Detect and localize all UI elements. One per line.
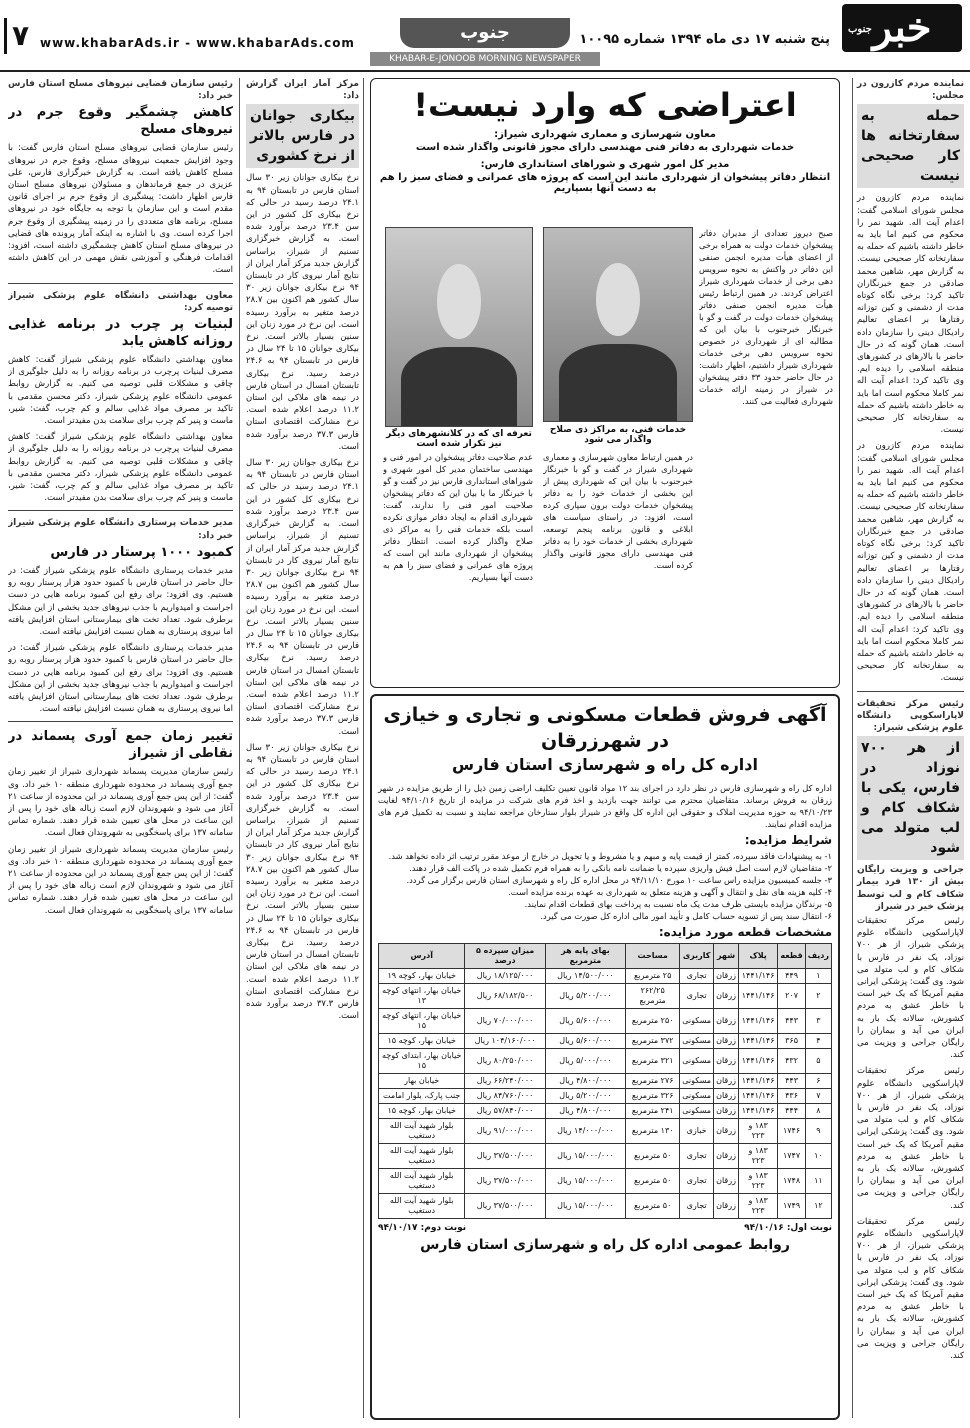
table-row (379, 984, 832, 1009)
article-headline-2: از هر ۷۰۰ نوزاد در فارس، یکی با شکاف کام و لب متولد می شود (857, 736, 964, 860)
table-cell: ۱۴۴۱/۱۴۶ (738, 984, 777, 1009)
table-row (379, 1034, 832, 1049)
article-headline: بیکاری جوانان در فارس بالاتر از نرخ کشوری (246, 104, 359, 168)
article-body: نماینده مردم کازرون در مجلس شورای اسلامی گفت: اعدام آیت اله. شهید نمر را محکوم می کنیم اما باید به خاطر داشته باشیم که حمله به سفارتخانه کار صحیحی نیست. به گزارش مهر، شاهین محمد صادقی در جمع خبرنگاران تاکید کرد: برخی نگاه کوتاه مدت از دشمنی و کین توزانه رفتارها بر اعضای تعالیم رادیکال دینی را سازمان داده است. همان گونه که در حال حاضر با بالارهای در کشورهای منطقه اسلامی را دیده ایم. وی تاکید کرد: اعدام آیت اله نمر کاملا محکوم است اما باید به خاطر داشته باشیم که حمله به سفارتخانه کار صحیحی نیست. (857, 193, 964, 436)
table-cell: ۴/۸۰۰/۰۰۰ ریال (545, 1074, 625, 1089)
article-body-4: رئیس سازمان مدیریت پسماند شهرداری شیراز از تغییر زمان جمع آوری پسماند در محدوده شهرداری منطقه ۱۰ خبر داد. وی گفت: از این پس جمع آوری پسماند در این محدوده از ساعت ۲۱ آغاز می شود و شهروندان لازم است زباله های خود را پس از این ساعت در محل های تعیین شده قرار دهند. شماره تماس سامانه ۱۳۷ برای پاسخگویی به شهروندان فعال است. (8, 767, 233, 839)
article-headline-2: لبنیات پر چرب در برنامه غذایی روزانه کاهش یابد (8, 317, 233, 350)
table-cell: ۱۸۳ و ۲۲۳ (738, 1144, 777, 1169)
table-cell: ۱۴۴۱/۱۴۶ (738, 1049, 777, 1074)
table-cell: خیابان بهار، انتهای کوچه ۱۵ (379, 1009, 465, 1034)
page-number: ۷ (4, 18, 34, 54)
english-name: KHABAR-E-JONOOB MORNING NEWSPAPER (370, 52, 600, 66)
article-body-2-cont: رئیس مرکز تحقیقات لاپاراسکوپی دانشگاه علوم پزشکی شیراز، از هر ۷۰۰ نوزاد، یک نفر در فارس با شکاف کام و لب متولد می شود. وی گفت: پزشکی ایرانی مقیم آمریکا که یک خیر است با خاطر عشق به مردم کشورش، سالانه یک بار به ایران می آید و بیماران را رایگان جراحی و ویزیت می کند. (857, 1066, 964, 1211)
table-cell: ۲۶۲/۲۵ مترمربع (626, 984, 680, 1009)
article-kicker-1: رئیس سازمان قضایی نیروهای مسلح استان فارس خبر داد: (8, 79, 233, 102)
table-cell: ۱۵/۰۰۰/۰۰۰ ریال (545, 1169, 625, 1194)
table-cell: ۴۳۲ (778, 1049, 805, 1074)
table-cell: خیابان بهار، انتهای کوچه ۱۳ (379, 984, 465, 1009)
table-cell: زرقان (714, 1009, 739, 1034)
table-cell: خیابان بهار (379, 1074, 465, 1089)
article-body-cont2: نرخ بیکاری جوانان زیر ۳۰ سال استان فارس در تابستان ۹۴ به ۲۴.۱ درصد رسید در حالی که نرخ بیکاری کل کشور در این سن ۲۳.۴ درصد برآورد شده است. به گزارش خبرگزاری تسنیم از شیراز، براساس گزارش جدید مرکز آمار ایران از نتایج آمار نیروی کار در تابستان ۹۴ نرخ بیکاری جوانان زیر ۳۰ سال کشور هم اکنون بین ۲۸.۷ درصد متغیر به برآورد رسیده است. این نرخ در مورد زنان این سنین بسیار بالاتر است. نرخ بیکاری جوانان ۱۵ تا ۲۴ سال در فارس در تابستان ۹۴ به ۲۴.۶ درصد رسید. نرخ بیکاری تابستان امسال در استان فارس در نیمه های ملاکی این استان ۱۱.۲ درصد اعلام شده است. نرخ مشارکت اقتصادی استان فارس ۳۷.۳ درصد برآورد شده است. (246, 742, 360, 1022)
table-row (379, 1144, 832, 1169)
table-cell: ۵/۰۰۰/۰۰۰ ریال (545, 1049, 625, 1074)
ad-condition: ۳- جلسه کمیسیون مزایده راس ساعت ۱۰ مورخ ۹۴/۱۱/۱۰ در محل اداره کل راه و شهرسازی استان فارس برگزار می گردد. (406, 875, 832, 885)
main-title: اعتراضی که وارد نیست! (413, 86, 797, 124)
table-cell: زرقان (714, 984, 739, 1009)
table-cell: ۸ (805, 1104, 831, 1119)
article-body: نرخ بیکاری جوانان زیر ۳۰ سال استان فارس در تابستان ۹۴ به ۲۴.۱ درصد رسید در حالی که نرخ بیکاری کل کشور در این سن ۲۳.۴ درصد برآورد شده است. به گزارش خبرگزاری تسنیم از شیراز، براساس گزارش جدید مرکز آمار ایران از نتایج آمار نیروی کار در تابستان ۹۴ نرخ بیکاری جوانان زیر ۳۰ سال کشور هم اکنون بین ۲۸.۷ درصد متغیر به برآورد رسیده است. این نرخ در مورد زنان این سنین بسیار بالاتر است. نرخ بیکاری جوانان ۱۵ تا ۲۴ سال در فارس در تابستان ۹۴ به ۲۴.۶ درصد رسید. نرخ بیکاری تابستان امسال در استان فارس در نیمه های ملاکی این استان ۱۱.۲ درصد اعلام شده است. نرخ مشارکت اقتصادی استان فارس ۳۷.۳ درصد برآورد شده است. (246, 173, 360, 452)
table-row (379, 1119, 832, 1144)
table-cell: ۳۷۲ مترمربع (626, 1034, 680, 1049)
table-cell: ۱۷۴۶ (778, 1119, 805, 1144)
table-cell: ۶۸/۱۸۲/۵۰۰ ریال (465, 984, 545, 1009)
table-cell: ۳۲۱ مترمربع (626, 1049, 680, 1074)
article-body-2: رئیس مرکز تحقیقات لاپاراسکوپی دانشگاه علوم پزشکی شیراز، از هر ۷۰۰ نوزاد، یک نفر در فارس با شکاف کام و لب متولد می شود. وی گفت: پزشکی ایرانی مقیم آمریکا که یک خیر است با خاطر عشق به مردم کشورش، سالانه یک بار به ایران می آید و بیماران را رایگان جراحی و ویزیت می کند. (857, 915, 964, 1061)
article-headline-3: کمبود ۱۰۰۰ پرستار در فارس (50, 544, 233, 560)
table-cell: ۱۷۴۷ (778, 1144, 805, 1169)
table-cell: مسکونی (680, 1049, 714, 1074)
table-cell: ۹۱/۰۰۰/۰۰۰ ریال (465, 1119, 545, 1144)
table-cell: ۱۳۰ مترمربع (626, 1119, 680, 1144)
table-cell: زرقان (714, 1169, 739, 1194)
second-publication: نوبت دوم: ۹۴/۱۰/۱۷ (378, 1223, 467, 1233)
table-cell: ۳ (805, 1009, 831, 1034)
table-cell: ۳۷/۵۰۰/۰۰۰ ریال (465, 1144, 545, 1169)
ad-conditions-heading: شرایط مزایده: (744, 833, 832, 847)
table-cell: ۱۰ (805, 1144, 831, 1169)
table-row (379, 1049, 832, 1074)
article-kicker-2: رئیس مرکز تحقیقات لاپاراسکوپی دانشگاه علوم پزشکی شیراز: (857, 698, 964, 733)
right-column (852, 78, 964, 1418)
table-cell: ۱۴۴۱/۱۴۶ (738, 1009, 777, 1034)
table-row (379, 1169, 832, 1194)
table-cell: ۴ (805, 1034, 831, 1049)
table-cell: زرقان (714, 1119, 739, 1144)
table-cell: ۸۴/۷۶۰/۰۰۰ ریال (465, 1089, 545, 1104)
ad-conditions (378, 850, 832, 922)
article-body-1: رئیس سازمان قضایی نیروهای مسلح استان فارس گفت: با وجود افزایش جمعیت نیروهای مسلح، وقوع جرم در نیروهای مسلح کاهش یافته است. به گزارش خبرگزاری فارس، علی عزیزی در جمع فرماندهان و مسئولان نیروهای مسلح استان فارس اظهار داشت: پیشگیری از وقوع جرم بر اجرای قانون مقدم است و این سازمان با توجه به جایگاه خود در نیروهای مسلح، برنامه های متعددی را در زمینه پیشگیری از وقوع جرم اجرا کرده است. وی با اشاره به اینکه آمار پرونده های قضایی در نیروهای مسلح استان کاهش چشمگیری داشته است، افزود: اقدامات فرهنگی و آموزشی نقش مهمی در این کاهش داشته است. (8, 143, 233, 276)
main-sub-2: خدمات شهرداری به دفاتر فنی مهندسی دارای مجوز قانونی واگذار شده است (415, 142, 795, 153)
table-header-cell: آدرس (379, 944, 465, 969)
article-body-2-cont: معاون بهداشتی دانشگاه علوم پزشکی شیراز گفت: کاهش مصرف لبنیات پرچرب در برنامه روزانه را به دلیل جلوگیری از چاقی و مشکلات قلبی توصیه می کنیم. به گزارش روابط عمومی دانشگاه علوم پزشکی شیراز، دکتر محسن مقدمی با تاکید بر مصرف مواد غذایی سالم و کم چرب، گفت: شیر، ماست و پنیر کم چرب برای سلامت بدن مفیدتر است. (8, 432, 233, 504)
table-row (379, 969, 832, 984)
section-tab: جنوب (400, 18, 570, 48)
first-publication: نوبت اول: ۹۴/۱۰/۱۶ (744, 1223, 832, 1233)
newspaper-logo: خبر جنوب (842, 4, 962, 66)
table-cell: ۱۸۳ و ۲۲۳ (738, 1194, 777, 1219)
table-cell: ۵/۶۰۰/۰۰۰ ریال (545, 1034, 625, 1049)
left-inner-column (246, 78, 364, 1418)
main-sub-4: انتظار دفاتر پیشخوان از شهرداری مانند این است که پروژه های عمرانی و فضای سبز را هم به دست آنها بسپاریم (379, 172, 831, 194)
table-cell: ۱۴۴۱/۱۴۶ (738, 969, 777, 984)
portrait-photo-2 (385, 227, 533, 427)
table-cell: خیابان بهار، کوچه ۱۵ (379, 1104, 465, 1119)
table-header-cell: میزان سپرده ۵ درصد (465, 944, 545, 969)
table-cell: بلوار شهید آیت الله دستغیب (379, 1144, 465, 1169)
table-cell: بلوار شهید آیت الله دستغیب (379, 1119, 465, 1144)
ad-condition: ۶- انتقال سند پس از تسویه حساب کامل و تأیید امور مالی اداره کل صورت می گیرد. (540, 911, 832, 921)
table-cell: ۵/۶۰۰/۰۰۰ ریال (545, 1009, 625, 1034)
ad-table-heading: مشخصات قطعه مورد مزایده: (658, 925, 832, 939)
table-header-cell: مساحت (626, 944, 680, 969)
ad-title: آگهی فروش قطعات مسکونی و تجاری و خیازی در شهرزرقان (383, 704, 827, 752)
table-header-cell: ردیف (805, 944, 831, 969)
article-body-3: مدیر خدمات پرستاری دانشگاه علوم پزشکی شیراز گفت: در حال حاضر در استان فارس با کمبود حدود هزار پرستار روبه رو هستیم. وی افزود: برای رفع این کمبود برنامه هایی در دست اجراست و امیدواریم با جذب نیروهای جدید بخشی از این مشکل برطرف شود. تعداد تخت های بیمارستانی استان افزایش یافته اما نیروی پرستاری به همان نسبت افزایش نیافته است. (8, 565, 233, 637)
table-cell: ۲۰۷ (778, 984, 805, 1009)
article-body-cont: نماینده مردم کازرون در مجلس شورای اسلامی گفت: اعدام آیت اله. شهید نمر را محکوم می کنیم اما باید به خاطر داشته باشیم که حمله به سفارتخانه کار صحیحی نیست. به گزارش مهر، شاهین محمد صادقی در جمع خبرنگاران تاکید کرد: برخی نگاه کوتاه مدت از دشمنی و کین توزانه رفتارها بر اعضای تعالیم رادیکال دینی را سازمان داده است. همان گونه که در حال حاضر با بالارهای در کشورهای منطقه اسلامی را دیده ایم. وی تاکید کرد: اعدام آیت اله نمر کاملا محکوم است اما باید به خاطر داشته باشیم که حمله به سفارتخانه کار صحیحی نیست. (857, 441, 964, 684)
table-cell: تجاری (680, 969, 714, 984)
table-cell: ۵/۲۰۰/۰۰۰ ریال (545, 984, 625, 1009)
issue-info: پنج شنبه ۱۷ دی ماه ۱۳۹۴ شماره ۱۰۰۹۵ (579, 32, 830, 47)
article-headline: حمله به سفارتخانه ها کار صحیحی نیست (857, 104, 964, 188)
table-cell: ۱۲ (805, 1194, 831, 1219)
ad-publication-dates (378, 1223, 832, 1233)
table-cell: ۱۷۴۸ (778, 1169, 805, 1194)
main-text-col-2: در همین ارتباط معاون شهرسازی و معماری شهرداری شیراز در گفت و گو با خبرنگار خبرجنوب با بیان این که شهرداری پیش از این بخشی از خدمات خود را به دفاتر پیشخوان خدمات دولت برون سپاری کرده است، افزود: در راستای سیاست های ابلاغی و قانون برنامه پنجم توسعه، شهرداری بخشی از خدمات خود را به دفاتر فنی مهندسی دارای مجوز قانونی واگذار کرده است. (543, 452, 693, 570)
table-cell: تجاری (680, 1194, 714, 1219)
photo-caption-1: خدمات فنی، به مراکز ذی صلاح واگذار می شود (549, 425, 687, 445)
table-cell: ۲۵ مترمربع (626, 969, 680, 984)
ad-condition: ۲- متقاضیان لازم است اصل فیش واریزی سپرده یا ضمانت نامه بانکی را به همراه فرم تکمیل شده در پاکت الف قرار دهند. (409, 863, 832, 873)
table-row (379, 1009, 832, 1034)
article-body-4-cont: رئیس سازمان مدیریت پسماند شهرداری شیراز از تغییر زمان جمع آوری پسماند در محدوده شهرداری منطقه ۱۰ خبر داد. وی گفت: از این پس جمع آوری پسماند در این محدوده از ساعت ۲۱ آغاز می شود و شهروندان لازم است زباله های خود را پس از این ساعت در محل های تعیین شده قرار دهند. شماره تماس سامانه ۱۳۷ برای پاسخگویی به شهروندان فعال است. (8, 844, 233, 916)
table-cell: مسکونی (680, 1074, 714, 1089)
ad-signature: روابط عمومی اداره کل راه و شهرسازی استان فارس (420, 1237, 790, 1253)
ad-intro: اداره کل راه و شهرسازی فارس در نظر دارد در اجرای بند ۱۲ مواد قانون تعیین تکلیف اراضی زمین ذیل را از طریق مزایده در شهر زرقان به فروش برساند. متقاضیان محترم می توانند جهت بازدید و اخذ فرم های شرکت در مزایده از تاریخ ۹۴/۱۰/۱۶ لغایت ۹۴/۱۰/۲۳ به حوزه مدیریت املاک و حقوقی این اداره کل واقع در شیراز بلوار ستارخان مراجعه نمایند و نسبت به تکمیل فرم های مزایده اقدام نمایند. (378, 783, 832, 829)
table-cell: ۵/۲۰۰/۰۰۰ ریال (545, 1089, 625, 1104)
table-cell: زرقان (714, 1144, 739, 1169)
table-cell: خیابان بهار، کوچه ۱۹ (379, 969, 465, 984)
table-cell: تجاری (680, 1144, 714, 1169)
table-cell: ۴۴۴ (778, 1104, 805, 1119)
table-row (379, 1089, 832, 1104)
table-cell: ۱۱ (805, 1169, 831, 1194)
article-kicker-2: معاون بهداشتی دانشگاه علوم پزشکی شیراز توصیه کرد: (8, 290, 233, 313)
table-cell: ۱۷۴۹ (778, 1194, 805, 1219)
table-cell: جنب پارک، بلوار امامت (379, 1089, 465, 1104)
table-cell: مسکونی (680, 1034, 714, 1049)
table-cell: ۲ (805, 984, 831, 1009)
table-row (379, 1104, 832, 1119)
table-cell: مسکونی (680, 1009, 714, 1034)
table-cell: زرقان (714, 1089, 739, 1104)
table-cell: زرقان (714, 1049, 739, 1074)
table-cell: ۱۴/۵۰۰/۰۰۰ ریال (545, 969, 625, 984)
plots-table (378, 943, 832, 1219)
article-headline-1: کاهش چشمگیر وقوع جرم در نیروهای مسلح (8, 105, 233, 138)
article-body-3-cont: مدیر خدمات پرستاری دانشگاه علوم پزشکی شیراز گفت: در حال حاضر در استان فارس با کمبود حدود هزار پرستار روبه رو هستیم. وی افزود: برای رفع این کمبود برنامه هایی در دست اجراست و امیدواریم با جذب نیروهای جدید بخشی از این مشکل برطرف شود. تعداد تخت های بیمارستانی استان افزایش یافته اما نیروی پرستاری به همان نسبت افزایش نیافته است. (8, 643, 233, 715)
table-cell: تجاری (680, 984, 714, 1009)
masthead (0, 0, 970, 72)
table-cell: ۴۳۶ (778, 1089, 805, 1104)
table-cell: ۷۰/۰۰۰/۰۰۰ ریال (465, 1009, 545, 1034)
table-cell: ۱۸۳ و ۲۲۳ (738, 1169, 777, 1194)
table-cell: بلوار شهید آیت الله دستغیب (379, 1194, 465, 1219)
table-cell: ۷ (805, 1089, 831, 1104)
table-cell: ۱۴/۰۰۰/۰۰۰ ریال (545, 1119, 625, 1144)
table-header-cell: بهای پایه هر مترمربع (545, 944, 625, 969)
main-text-col-3: عدم صلاحیت دفاتر پیشخوان در امور فنی و مهندسی ساختمان مدیر کل امور شهری و شوراهای استانداری فارس نیز در گفت و گو با خبرنگار ما با بیان این که دفاتر پیشخوان صلاحیت امور فنی را ندارند، گفت: شهرداری اقدام به ایجاد دفاتر موازی نکرده است بلکه خدمات فنی را به مراکز ذی صلاح واگذار کرده است. انتظار دفاتر پیشخوان از شهرداری مانند این است که پروژه های عمرانی و فضای سبز را هم به دست آنها بسپاریم. (383, 452, 533, 582)
article-body-2: معاون بهداشتی دانشگاه علوم پزشکی شیراز گفت: کاهش مصرف لبنیات پرچرب در برنامه روزانه را به دلیل جلوگیری از چاقی و مشکلات قلبی توصیه می کنیم. به گزارش روابط عمومی دانشگاه علوم پزشکی شیراز، دکتر محسن مقدمی با تاکید بر مصرف مواد غذایی سالم و کم چرب، گفت: شیر، ماست و پنیر کم چرب برای سلامت بدن مفیدتر است. (8, 355, 233, 427)
table-header-cell: کاربری (680, 944, 714, 969)
table-cell: تجاری (680, 1169, 714, 1194)
main-text-col-1: صبح دیروز تعدادی از مدیران دفاتر پیشخوان خدمات دولت به همراه برخی از اعضای هیأت مدیره انجمن صنفی این دفاتر در واکنش به نحوه سرویس دهی برخی از خدمات شهرداری شیراز اعتراض کردند. در همین ارتباط رئیس هیأت مدیره انجمن صنفی دفاتر پیشخوان خدمات دولت در گفت و گو با خبرنگار خبرجنوب با بیان این که مطالبه ای از شهرداری در خصوص نحوه سرویس دهی برخی خدمات شهرداری شیراز داشتیم، اظهار داشت: در حال حاضر حدود ۳۳ دفتر پیشخوان در شیراز در زمینه ارائه خدمات شهرداری فعالیت می کنند. (699, 228, 833, 406)
article-headline-4: تغییر زمان جمع آوری پسماند در نقاطی از شیراز (8, 729, 233, 762)
table-cell: ۱۴۴۱/۱۴۶ (738, 1104, 777, 1119)
table-cell: ۳۷/۵۰۰/۰۰۰ ریال (465, 1169, 545, 1194)
table-cell: ۱۵/۰۰۰/۰۰۰ ریال (545, 1194, 625, 1219)
left-column (8, 78, 240, 1418)
table-cell: ۹ (805, 1119, 831, 1144)
photo-caption-2: تعرفه ای که در کلانشهرهای دیگر نیز تکرار شده است (386, 429, 532, 449)
table-cell: ۱۸/۱۲۵/۰۰۰ ریال (465, 969, 545, 984)
table-cell: زرقان (714, 1074, 739, 1089)
table-cell: زرقان (714, 1034, 739, 1049)
table-cell: زرقان (714, 1194, 739, 1219)
table-cell: ۶۶/۲۴۰/۰۰۰ ریال (465, 1074, 545, 1089)
tender-ad (370, 694, 840, 1420)
ad-condition: ۵- برندگان مزایده بایستی ظرف مدت یک ماه نسبت به پرداخت بهای قطعات اقدام نمایند. (524, 899, 832, 909)
table-cell: بلوار شهید آیت الله دستغیب (379, 1169, 465, 1194)
table-row (379, 1074, 832, 1089)
table-cell: ۱۰۴/۱۶۰/۰۰۰ ریال (465, 1034, 545, 1049)
article-kicker: نماینده مردم کازرون در مجلس: (857, 79, 964, 102)
table-cell: ۴/۸۰۰/۰۰۰ ریال (545, 1104, 625, 1119)
table-cell: ۵۷/۸۴۰/۰۰۰ ریال (465, 1104, 545, 1119)
main-sub-1: معاون شهرسازی و معماری شهرداری شیراز: (494, 129, 716, 140)
table-cell: خبازی (680, 1119, 714, 1144)
ad-condition: ۱- به پیشنهادات فاقد سپرده، کمتر از قیمت پایه و مبهم و یا مشروط و یا تحویل در خارج از موعد مقرر ترتیب اثر داده نخواهد شد. (388, 851, 832, 861)
article-kicker: مرکز آمار ایران گزارش داد: (246, 79, 359, 102)
table-row (379, 1194, 832, 1219)
table-cell: ۲۷۶ مترمربع (626, 1074, 680, 1089)
table-header-cell: شهر (714, 944, 739, 969)
table-cell: ۸۰/۲۵۰/۰۰۰ ریال (465, 1049, 545, 1074)
article-subhead-2: جراحی و ویزیت رایگان بیش از ۱۳۰ فرد بیمار شکاف کام و لب توسط پزشک خیر در شیراز (857, 865, 964, 912)
article-body-cont: نرخ بیکاری جوانان زیر ۳۰ سال استان فارس در تابستان ۹۴ به ۲۴.۱ درصد رسید در حالی که نرخ بیکاری کل کشور در این سن ۲۳.۴ درصد برآورد شده است. به گزارش خبرگزاری تسنیم از شیراز، براساس گزارش جدید مرکز آمار ایران از نتایج آمار نیروی کار در تابستان ۹۴ نرخ بیکاری جوانان زیر ۳۰ سال کشور هم اکنون بین ۲۸.۷ درصد متغیر به برآورد رسیده است. این نرخ در مورد زنان این سنین بسیار بالاتر است. نرخ بیکاری جوانان ۱۵ تا ۲۴ سال در فارس در تابستان ۹۴ به ۲۴.۶ درصد رسید. نرخ بیکاری تابستان امسال در استان فارس در نیمه های ملاکی این استان ۱۱.۲ درصد اعلام شده است. نرخ مشارکت اقتصادی استان فارس ۳۷.۳ درصد برآورد شده است. (246, 458, 360, 737)
ad-condition: ۴- کلیه هزینه های نقل و انتقال و آگهی و هزینه متعلق به شهرداری به عهده برنده مزایده است. (508, 887, 832, 897)
ad-subtitle: اداره کل راه و شهرسازی استان فارس (452, 755, 758, 774)
table-cell: ۱ (805, 969, 831, 984)
table-cell: ۶ (805, 1074, 831, 1089)
main-sub-3: مدیر کل امور شهری و شوراهای استانداری فارس: (480, 159, 730, 170)
table-header-cell: قطعه (778, 944, 805, 969)
table-cell: مسکونی (680, 1089, 714, 1104)
table-cell: خیابان بهار، کوچه ۱۵ (379, 1034, 465, 1049)
table-cell: ۲۴۱ مترمربع (626, 1104, 680, 1119)
table-cell: ۳۶۵ (778, 1034, 805, 1049)
table-cell: ۵ (805, 1049, 831, 1074)
table-cell: ۳۷/۵۰۰/۰۰۰ ریال (465, 1194, 545, 1219)
table-cell: ۴۴۳ (778, 1009, 805, 1034)
article-body-2-cont2: رئیس مرکز تحقیقات لاپاراسکوپی دانشگاه علوم پزشکی شیراز، از هر ۷۰۰ نوزاد، یک نفر در فارس با شکاف کام و لب متولد می شود. وی گفت: پزشکی ایرانی مقیم آمریکا که یک خیر است با خاطر عشق به مردم کشورش، سالانه یک بار به ایران می آید و بیماران را رایگان جراحی و ویزیت می کند. (857, 1216, 964, 1362)
table-header-cell: پلاک (738, 944, 777, 969)
table-cell: ۵۰ مترمربع (626, 1169, 680, 1194)
article-kicker-3: مدیر خدمات پرستاری دانشگاه علوم پزشکی شیراز خبر داد: (8, 518, 233, 541)
main-article (370, 78, 840, 688)
table-cell: ۱۵/۰۰۰/۰۰۰ ریال (545, 1144, 625, 1169)
portrait-photo-1 (543, 227, 693, 422)
table-cell: مسکونی (680, 1104, 714, 1119)
table-cell: ۴۴۹ (778, 969, 805, 984)
table-cell: ۱۴۴۱/۱۴۶ (738, 1089, 777, 1104)
table-cell: ۲۵۰ مترمربع (626, 1009, 680, 1034)
website-url[interactable]: www.khabarAds.ir - www.khabarAds.com (40, 36, 355, 50)
table-cell: ۱۴۴۱/۱۴۶ (738, 1034, 777, 1049)
table-cell: ۵۰ مترمربع (626, 1144, 680, 1169)
table-cell: ۱۸۳ و ۲۲۳ (738, 1119, 777, 1144)
table-cell: ۴۴۳ (778, 1074, 805, 1089)
table-cell: ۵۰ مترمربع (626, 1194, 680, 1219)
table-cell: ۱۴۴۱/۱۴۶ (738, 1074, 777, 1089)
table-cell: زرقان (714, 969, 739, 984)
table-cell: خیابان بهار، ابتدای کوچه ۱۵ (379, 1049, 465, 1074)
table-cell: زرقان (714, 1104, 739, 1119)
table-cell: ۳۲۶ مترمربع (626, 1089, 680, 1104)
